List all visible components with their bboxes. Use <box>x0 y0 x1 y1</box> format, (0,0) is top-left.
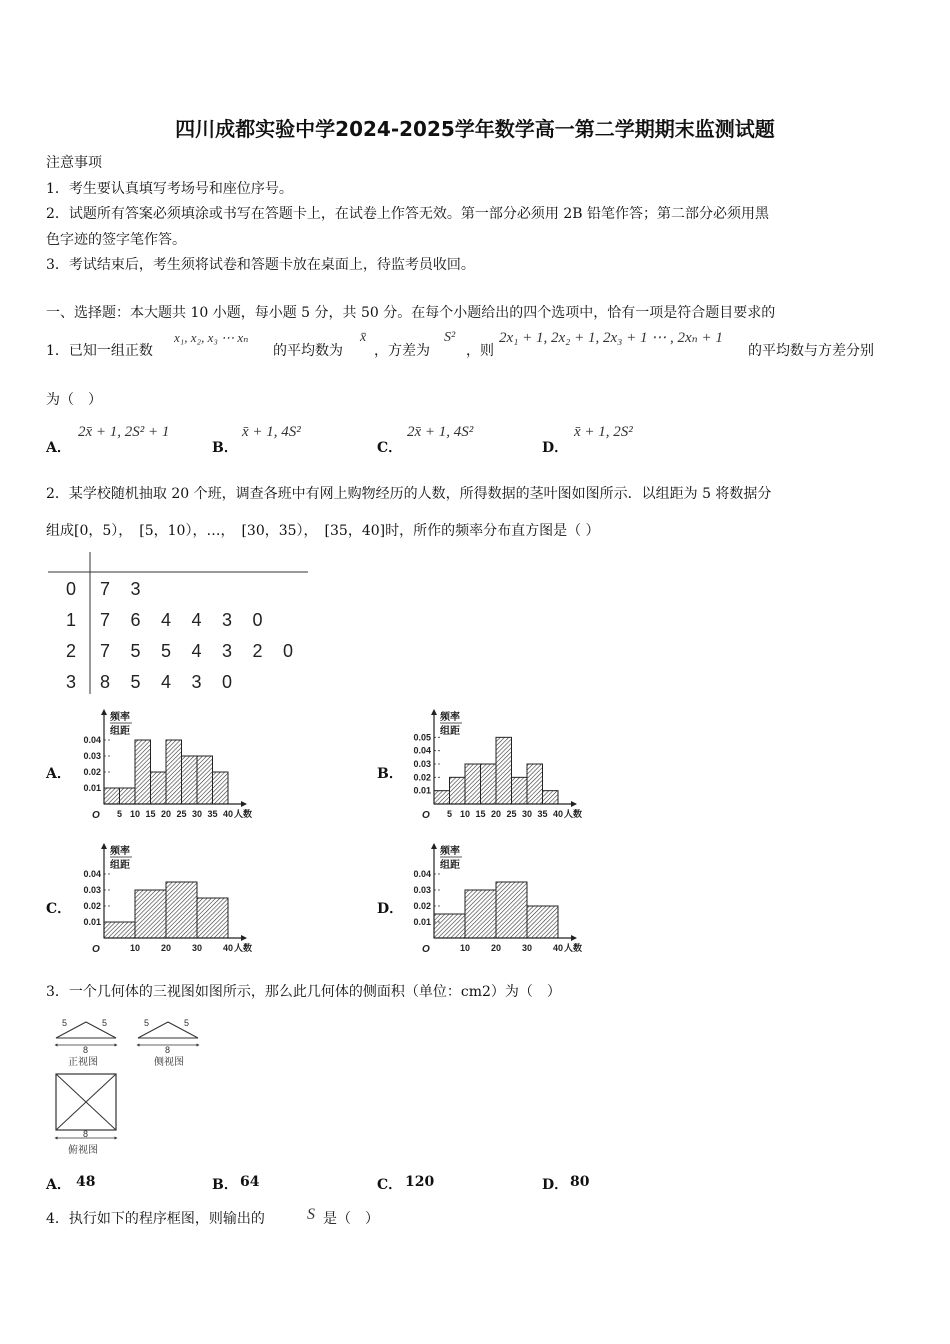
leaf: 2 <box>252 641 263 661</box>
q1-option-a: 2x̄ + 1, 2S² + 1 <box>78 424 170 440</box>
leaf: 3 <box>191 672 202 692</box>
q1-option-b: x̄ + 1, 4S² <box>242 424 301 440</box>
q3-option-c-label: C． <box>377 1177 403 1193</box>
q1-text-3: ，方差为 <box>374 343 430 359</box>
q1-math-mean: x̄ <box>360 330 367 345</box>
y-tick-label: 0.02 <box>413 901 431 911</box>
histogram-bar <box>135 740 151 804</box>
histogram-bar <box>512 777 528 804</box>
q1-option-a-label: A． <box>46 440 71 456</box>
y-tick-label: 0.03 <box>413 759 431 769</box>
x-tick-label: 15 <box>145 809 156 819</box>
q4-text-1: 4．执行如下的程序框图，则输出的 <box>46 1211 265 1227</box>
x-tick-label: 30 <box>191 809 203 819</box>
leaf: 0 <box>222 672 233 692</box>
x-tick-label: 30 <box>191 943 203 953</box>
histogram-bar <box>182 756 198 804</box>
leaf: 5 <box>161 641 172 661</box>
q1-math-transformed: 2x₁ + 1, 2x₂ + 1, 2x₃ + 1 ⋯ , 2xₙ + 1 <box>499 330 723 346</box>
q1-option-c: 2x̄ + 1, 4S² <box>407 424 474 440</box>
side-slant-left: 5 <box>144 1018 150 1028</box>
x-tick-label: 10 <box>129 809 141 819</box>
q3-option-d-label: D． <box>542 1177 569 1193</box>
q2-text-line-2: 组成[0，5）， [5，10），…， [30，35）， [35，40]时，所作的频率分布直方图是（ ） <box>46 523 600 539</box>
histogram-bar <box>465 764 481 804</box>
q3-option-b-label: B． <box>212 1177 238 1193</box>
side-base-dim: 8 <box>165 1045 171 1055</box>
q3-option-b: 64 <box>240 1174 260 1190</box>
q3-option-d: 80 <box>570 1174 590 1190</box>
histogram-bar <box>104 922 135 938</box>
y-tick-label: 0.02 <box>83 767 101 777</box>
x-tick-label: 40 <box>552 943 564 953</box>
x-tick-label: 30 <box>521 943 533 953</box>
histogram-c <box>72 842 252 960</box>
stem-3: 3 <box>66 672 77 692</box>
histogram-bar <box>213 772 229 804</box>
x-axis-unit: 人数 <box>564 809 582 819</box>
histogram-bar <box>151 772 167 804</box>
histogram-bar <box>434 791 450 804</box>
leaf: 7 <box>100 610 111 630</box>
y-tick-label: 0.04 <box>413 869 431 879</box>
side-view-label: 侧视图 <box>154 1057 184 1068</box>
y-tick-label: 0.04 <box>413 745 431 756</box>
y-axis-title-bottom: 组距 <box>440 726 460 737</box>
q1-text-4: ，则 <box>466 343 494 359</box>
notice-heading: 注意事项 <box>46 155 102 171</box>
x-tick-label: 40 <box>222 809 234 819</box>
q2-option-c-label: C． <box>46 901 72 917</box>
leaf: 0 <box>252 610 263 630</box>
x-tick-label: 20 <box>160 943 172 953</box>
notice-item-1: 1．考生要认真填写考场号和座位序号。 <box>46 181 293 197</box>
histogram-bar <box>496 882 527 938</box>
x-axis-unit: 人数 <box>234 943 252 953</box>
q2-option-b-label: B． <box>377 766 403 782</box>
leaf: 6 <box>130 610 141 630</box>
front-slant-left: 5 <box>62 1018 68 1028</box>
x-tick-label: 10 <box>459 809 471 819</box>
histogram-bar <box>527 764 543 804</box>
front-view <box>56 1018 116 1068</box>
front-base-dim: 8 <box>83 1045 89 1055</box>
histogram-bar <box>197 756 213 804</box>
origin-label: O <box>422 810 430 821</box>
top-view-label: 俯视图 <box>68 1145 98 1156</box>
x-tick-label: 5 <box>116 809 123 819</box>
histogram-bar <box>543 791 559 804</box>
y-axis-title-bottom: 组距 <box>440 860 460 871</box>
stem-2: 2 <box>66 641 77 661</box>
leaf: 4 <box>191 610 202 630</box>
histogram-bar <box>434 914 465 938</box>
x-tick-label: 35 <box>537 809 548 819</box>
x-tick-label: 10 <box>129 943 141 953</box>
y-tick-label: 0.01 <box>83 783 101 793</box>
leaf: 4 <box>161 672 172 692</box>
stem-1: 1 <box>66 610 77 630</box>
q2-text-line-1: 2．某学校随机抽取 20 个班，调查各班中有网上购物经历的人数，所得数据的茎叶图如图所示．以组距为 5 将数据分 <box>46 486 772 502</box>
q1-math-sequence: x₁, x₂, x₃ ⋯ xₙ <box>174 330 249 345</box>
q1-option-b-label: B． <box>212 440 238 456</box>
origin-label: O <box>92 944 100 955</box>
leaf: 3 <box>222 641 233 661</box>
y-tick-label: 0.01 <box>413 785 431 796</box>
y-axis-title-bottom: 组距 <box>110 860 130 871</box>
leaf: 3 <box>222 610 233 630</box>
x-tick-label: 15 <box>475 809 486 819</box>
histogram-a <box>72 708 252 826</box>
y-tick-label: 0.02 <box>413 772 431 783</box>
y-tick-label: 0.04 <box>83 869 101 879</box>
stem-leaf-plot <box>46 552 316 694</box>
q3-option-a: 48 <box>76 1174 96 1190</box>
leaf: 7 <box>100 641 111 661</box>
q1-text-2: 的平均数为 <box>273 343 343 359</box>
y-tick-label: 0.03 <box>83 751 101 761</box>
leaf: 4 <box>161 610 172 630</box>
front-view-label: 正视图 <box>68 1057 98 1068</box>
q2-option-d-label: D． <box>377 901 404 917</box>
histogram-bar <box>120 788 136 804</box>
q3-option-a-label: A． <box>46 1177 71 1193</box>
histogram-bar <box>104 788 120 804</box>
x-axis-unit: 人数 <box>564 943 582 953</box>
q1-text-1: 1．已知一组正数 <box>46 343 153 359</box>
histogram-bar <box>197 898 228 938</box>
q1-text-5: 的平均数与方差分别 <box>748 343 874 359</box>
q3-option-c: 120 <box>405 1174 435 1190</box>
y-tick-label: 0.03 <box>413 885 431 895</box>
q1-option-d: x̄ + 1, 2S² <box>574 424 633 440</box>
y-axis-title-top: 频率 <box>110 846 130 857</box>
x-tick-label: 20 <box>490 809 502 819</box>
x-tick-label: 5 <box>446 809 453 819</box>
leaf: 8 <box>100 672 111 692</box>
y-tick-label: 0.01 <box>413 917 431 927</box>
leaf: 4 <box>191 641 202 661</box>
leaf: 5 <box>130 672 141 692</box>
q4-text-2: 是（ ） <box>323 1211 379 1227</box>
y-axis-title-top: 频率 <box>440 846 460 857</box>
x-tick-label: 25 <box>176 809 187 819</box>
notice-item-2: 2．试题所有答案必须填涂或书写在答题卡上，在试卷上作答无效。第一部分必须用 2B 铅笔作答；第二部分必须用黑 <box>46 206 769 222</box>
y-tick-label: 0.01 <box>83 917 101 927</box>
q1-math-variance: S² <box>444 330 456 345</box>
histogram-bar <box>166 882 197 938</box>
y-tick-label: 0.05 <box>413 732 431 743</box>
y-axis-title-top: 频率 <box>110 712 130 723</box>
q4-math-s: S <box>307 1206 315 1223</box>
leaf: 5 <box>130 641 141 661</box>
histogram-d <box>402 842 582 960</box>
x-tick-label: 35 <box>207 809 218 819</box>
leaf: 7 <box>100 579 111 599</box>
three-view-drawing <box>46 1012 226 1160</box>
y-axis-title-top: 频率 <box>440 712 460 723</box>
top-view <box>56 1074 116 1156</box>
origin-label: O <box>422 944 430 955</box>
x-tick-label: 30 <box>521 809 533 819</box>
x-tick-label: 20 <box>490 943 502 953</box>
x-tick-label: 40 <box>552 809 564 819</box>
q1-option-d-label: D． <box>542 440 569 456</box>
q1-option-c-label: C． <box>377 440 403 456</box>
y-tick-label: 0.04 <box>83 735 101 745</box>
histogram-bar <box>166 740 182 804</box>
page-title: 四川成都实验中学2024-2025学年数学高一第二学期期末监测试题 <box>175 117 775 141</box>
x-tick-label: 10 <box>459 943 471 953</box>
q1-text-6: 为（ ） <box>46 392 102 408</box>
leaf: 3 <box>130 579 141 599</box>
top-base-dim: 8 <box>83 1129 89 1139</box>
stem-0: 0 <box>66 579 77 599</box>
histogram-bar <box>135 890 166 938</box>
histogram-bar <box>465 890 496 938</box>
x-axis-unit: 人数 <box>234 809 252 819</box>
histogram-b <box>402 708 582 826</box>
side-slant-right: 5 <box>184 1018 190 1028</box>
origin-label: O <box>92 810 100 821</box>
x-tick-label: 40 <box>222 943 234 953</box>
x-tick-label: 25 <box>506 809 517 819</box>
x-tick-label: 20 <box>160 809 172 819</box>
y-tick-label: 0.03 <box>83 885 101 895</box>
leaf: 0 <box>283 641 294 661</box>
histogram-bar <box>527 906 558 938</box>
notice-item-2-cont: 色字迹的签字笔作答。 <box>46 232 186 248</box>
histogram-bar <box>481 764 497 804</box>
y-axis-title-bottom: 组距 <box>110 726 130 737</box>
y-tick-label: 0.02 <box>83 901 101 911</box>
section-heading: 一、选择题：本大题共 10 小题，每小题 5 分，共 50 分。在每个小题给出的四个选项中，恰有一项是符合题目要求的 <box>46 305 776 321</box>
side-view <box>138 1018 198 1068</box>
histogram-bar <box>496 737 512 804</box>
q2-option-a-label: A． <box>46 766 71 782</box>
notice-item-3: 3．考试结束后，考生须将试卷和答题卡放在桌面上，待监考员收回。 <box>46 257 475 273</box>
front-slant-right: 5 <box>102 1018 108 1028</box>
histogram-bar <box>450 777 466 804</box>
q3-text: 3．一个几何体的三视图如图所示，那么此几何体的侧面积（单位：cm2）为（ ） <box>46 984 561 1000</box>
